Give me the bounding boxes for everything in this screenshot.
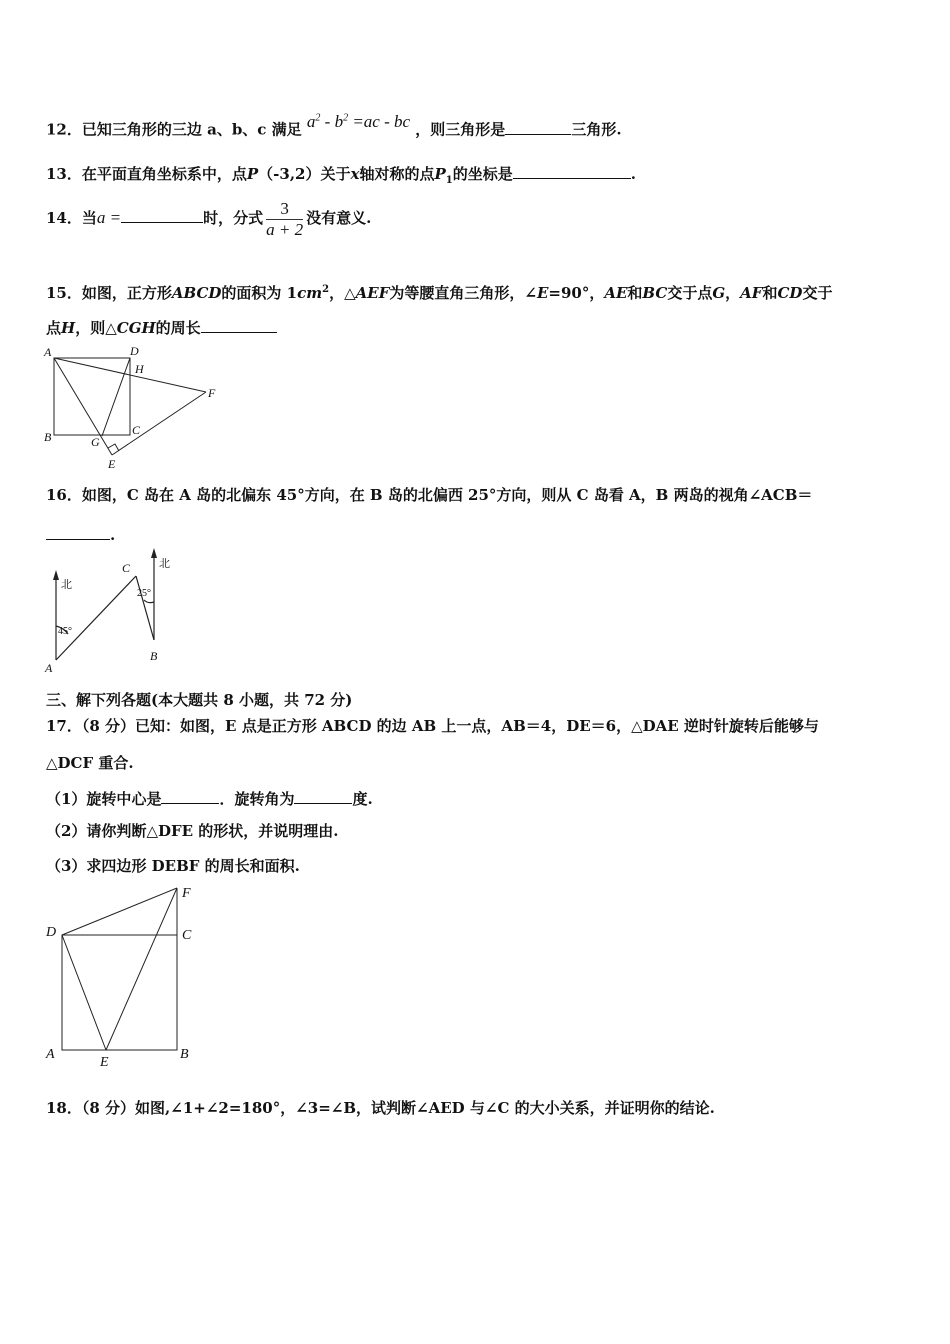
fig16-north1-label: 北 — [61, 578, 72, 591]
question-13 — [46, 162, 636, 191]
question-15-line2 — [46, 316, 277, 338]
fig17-label-e: E — [100, 1055, 109, 1070]
q16-tail: . — [110, 526, 116, 544]
fig16-label-b: B — [150, 649, 158, 663]
fig16-north2-label: 北 — [159, 557, 170, 570]
q12-formula-end: =ac - bc — [352, 111, 411, 131]
fig16-label-c: C — [122, 561, 131, 575]
question-17-sub3 — [46, 856, 300, 876]
q15-af: AF — [740, 284, 763, 302]
q16-text: 16．如图，C 岛在 A 岛的北偏东 45°方向，在 B 岛的北偏西 25°方向，则从 C 岛看 A，B 两岛的视角∠ACB＝ — [46, 486, 813, 504]
question-17-sub2 — [46, 821, 339, 841]
q15-ae: AE — [604, 284, 628, 302]
q13-point-p: P — [246, 165, 259, 183]
q14-tail: 没有意义. — [306, 209, 372, 227]
question-17-line1 — [46, 716, 819, 736]
fig15-label-h: H — [135, 362, 144, 376]
figure-15 — [40, 342, 230, 474]
q15-line2b: ，则△ — [75, 319, 117, 337]
fig17-label-d: D — [46, 925, 57, 940]
question-17-sub1 — [46, 787, 373, 809]
fig15-label-e: E — [108, 457, 116, 471]
fig17-label-b: B — [180, 1047, 189, 1062]
q13-mid: 轴对称的点 — [359, 165, 435, 183]
fig17-line-de — [62, 935, 106, 1050]
q16-answer-blank[interactable] — [46, 523, 110, 540]
fig15-right-angle — [108, 444, 119, 451]
q13-after: 的坐标是 — [452, 165, 513, 183]
question-14 — [46, 198, 371, 240]
fig17-label-a: A — [46, 1047, 55, 1062]
fig16-angle1-label: 45° — [58, 626, 72, 637]
fig16-arrow-a — [53, 570, 59, 580]
q17-sub1a: （1）旋转中心是 — [46, 790, 162, 808]
q14-after: 时，分式 — [203, 209, 264, 227]
question-12 — [46, 111, 622, 140]
q15-rest4: 和 — [627, 284, 643, 302]
q15-rest6: ， — [725, 284, 741, 302]
q12-text: 12．已知三角形的三边 a、b、c 满足 — [46, 120, 302, 139]
fig16-arc-25 — [144, 600, 154, 603]
q17-line1-text: 17．（8 分）已知：如图，E 点是正方形 ABCD 的边 AB 上一点，AB＝4，DE＝6，△DAE 逆时针旋转后能够与 — [46, 717, 819, 735]
q15-line2a: 点 — [46, 319, 62, 337]
q12-formula-mid: - b — [324, 111, 344, 131]
q17-sub1b: ．旋转角为 — [219, 790, 295, 808]
q12-formula-a: a — [306, 111, 316, 131]
fig15-line-ae — [54, 358, 112, 455]
q15-cm: cm — [297, 284, 323, 302]
q15-area: 的面积为 1 — [221, 284, 298, 302]
q15-lead: 15．如图，正方形 — [46, 284, 172, 302]
section3-text: 三、解下列各题(本大题共 8 小题，共 72 分) — [46, 691, 353, 709]
q13-x: x — [350, 165, 360, 183]
fig17-square — [62, 935, 177, 1050]
q17-line2-text: △DCF 重合. — [46, 754, 134, 772]
fig15-label-c: C — [132, 423, 141, 437]
section-3-heading — [46, 690, 352, 710]
fig15-label-a: A — [44, 345, 52, 359]
q17-sub2-text: （2）请你判断△DFE 的形状，并说明理由. — [46, 822, 339, 840]
q13-text: 13．在平面直角坐标系中，点 — [46, 165, 247, 183]
q17-angle-blank[interactable] — [294, 787, 352, 804]
question-16-line1 — [46, 485, 812, 505]
question-15-line1 — [46, 280, 832, 303]
q12-after: ，则三角形是 — [415, 120, 506, 139]
q14-answer-blank[interactable] — [121, 206, 203, 223]
q15-rest3: =90°， — [548, 284, 605, 302]
q12-sup-b: 2 — [343, 112, 349, 123]
q17-sub3-text: （3）求四边形 DEBF 的周长和面积. — [46, 857, 300, 875]
q17-center-blank[interactable] — [161, 787, 219, 804]
fig15-label-d: D — [130, 344, 139, 358]
figure-16 — [40, 548, 180, 676]
q15-rest8: 交于 — [802, 284, 833, 302]
fig16-arrow-b — [151, 548, 157, 558]
q14-numerator: 3 — [266, 199, 303, 220]
q13-coords: （-3,2）关于 — [258, 165, 351, 183]
q17-sub1c: 度. — [352, 790, 373, 808]
q15-e: E — [536, 284, 549, 302]
q15-rest2: 为等腰直角三角形，∠ — [389, 284, 537, 302]
fig15-label-b: B — [44, 430, 52, 444]
question-16-line2 — [46, 523, 115, 545]
q13-answer-blank[interactable] — [513, 162, 631, 179]
q13-point-p1: P — [434, 165, 446, 183]
fig15-label-g: G — [91, 435, 100, 449]
q12-tail: 三角形. — [571, 120, 622, 139]
fig16-angle2-label: 25° — [137, 588, 151, 599]
question-17-line2 — [46, 753, 134, 773]
q12-sup-a: 2 — [315, 112, 321, 123]
q15-cgh: CGH — [116, 319, 156, 337]
q15-g: G — [712, 284, 726, 302]
q12-answer-blank[interactable] — [505, 118, 571, 135]
q14-fraction — [266, 199, 303, 240]
q15-abcd: ABCD — [171, 284, 222, 302]
q13-sub1: 1 — [445, 175, 453, 186]
q15-line2c: 的周长 — [155, 319, 201, 337]
q15-rest7: 和 — [762, 284, 778, 302]
fig16-label-a: A — [45, 661, 53, 675]
q18-text: 18．（8 分）如图,∠1+∠2=180°，∠3=∠B，试判断∠AED 与∠C 的大小关系，并证明你的结论. — [46, 1099, 715, 1117]
q14-text: 14．当 — [46, 209, 97, 227]
fig15-line-ef — [112, 392, 206, 455]
q14-a-equals: a = — [96, 208, 122, 227]
figure-17 — [40, 880, 210, 1072]
q15-bc: BC — [642, 284, 668, 302]
q15-aef: AEF — [355, 284, 390, 302]
q15-h: H — [61, 319, 76, 337]
q15-rest5: 交于点 — [667, 284, 713, 302]
q15-rest1: ，△ — [329, 284, 356, 302]
q15-answer-blank[interactable] — [201, 316, 277, 333]
fig17-label-f: F — [182, 886, 191, 901]
q12-formula — [307, 112, 410, 131]
fig15-label-f: F — [208, 386, 216, 400]
fig16-line-cb — [136, 576, 154, 640]
q15-sq: 2 — [322, 284, 330, 295]
fig17-label-c: C — [182, 928, 192, 943]
question-18 — [46, 1098, 715, 1118]
q15-cd: CD — [777, 284, 803, 302]
fig15-square — [54, 358, 130, 435]
q14-denominator: a + 2 — [266, 219, 304, 239]
q13-tail: . — [630, 165, 636, 183]
